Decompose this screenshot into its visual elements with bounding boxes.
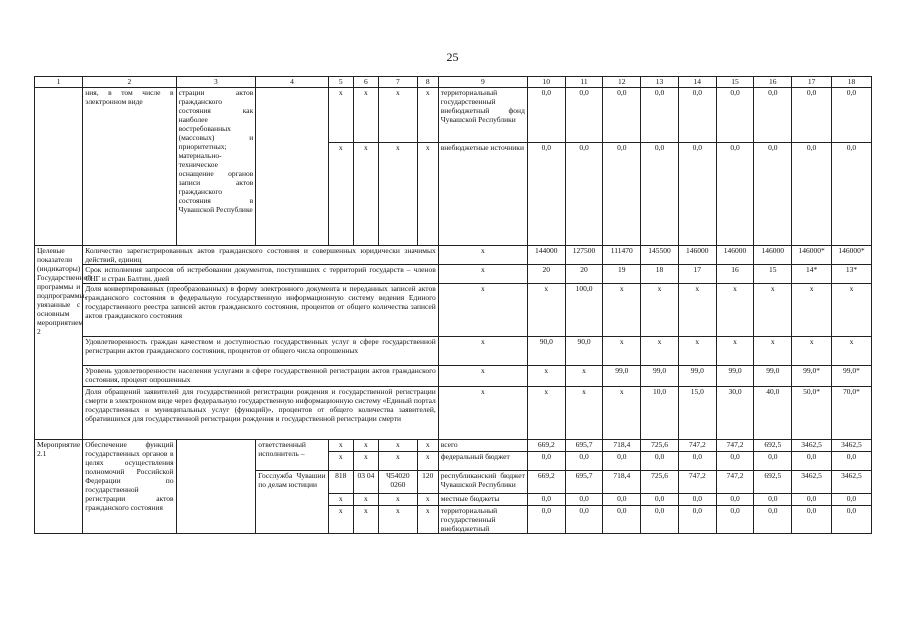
amount-cell: 0,0 <box>603 494 641 506</box>
indicator-value: x <box>603 284 641 337</box>
indicator-row <box>35 387 872 440</box>
event-description: Обеспечение функций государственных органов в целях осуществления полномочий Российской Федерации по государственной регистрации актов гражданского состояния <box>83 440 176 534</box>
indicator-value: x <box>641 284 679 337</box>
indicator-value: x <box>716 284 754 337</box>
amount-cell: 0,0 <box>603 88 641 143</box>
indicator-value: 99,0 <box>641 366 679 387</box>
indicator-value: 10,0 <box>641 387 679 440</box>
amount-cell: 0,0 <box>754 506 792 534</box>
indicator-value: 145500 <box>641 246 679 265</box>
amount-cell: 3462,5 <box>792 471 832 494</box>
amount-cell: 0,0 <box>527 88 565 143</box>
amount-cell: 0,0 <box>754 143 792 246</box>
indicator-value: 20 <box>565 265 603 284</box>
amount-cell: 0,0 <box>678 506 716 534</box>
amount-cell: 0,0 <box>565 88 603 143</box>
amount-cell: 692,5 <box>754 440 792 452</box>
budget-code: 818 <box>328 471 353 494</box>
column-number: 18 <box>831 77 871 88</box>
amount-cell: 669,2 <box>527 440 565 452</box>
budget-code: x <box>378 494 417 506</box>
amount-cell: 3462,5 <box>831 471 871 494</box>
budget-code: x <box>417 506 438 534</box>
amount-cell: 0,0 <box>603 506 641 534</box>
indicator-value: 146000 <box>678 246 716 265</box>
budget-code: x <box>328 494 353 506</box>
indicator-value: x <box>678 337 716 366</box>
indicator-value: 13* <box>831 265 871 284</box>
amount-cell: 0,0 <box>641 143 679 246</box>
amount-cell: 0,0 <box>527 452 565 471</box>
amount-cell: 0,0 <box>678 143 716 246</box>
column-number: 13 <box>641 77 679 88</box>
amount-cell: 0,0 <box>831 452 871 471</box>
budget-code: x <box>417 88 438 143</box>
column-number: 15 <box>716 77 754 88</box>
amount-cell: 0,0 <box>792 88 832 143</box>
budget-code: x <box>353 506 378 534</box>
indicator-value: 16 <box>716 265 754 284</box>
amount-cell: 0,0 <box>792 143 832 246</box>
budget-code: x <box>378 440 417 452</box>
indicator-row <box>35 265 872 284</box>
amount-cell: 718,4 <box>603 440 641 452</box>
indicator-value: 100,0 <box>565 284 603 337</box>
event-executor: Госслужба Чувашии по делам юстиции <box>256 471 328 534</box>
amount-cell: 0,0 <box>527 494 565 506</box>
column-number: 16 <box>754 77 792 88</box>
column-number: 14 <box>678 77 716 88</box>
event-executor-label: ответственный исполнитель – <box>256 440 328 471</box>
indicator-col9: x <box>438 284 527 337</box>
continuation-col3: страции актов гражданского состояния как наиболее востребованных (массовых) и приоритетных; материально-техническое оснащение органов записи актов гражданского состояния в Чувашской Республике <box>176 88 256 246</box>
amount-cell: 0,0 <box>565 452 603 471</box>
budget-code: x <box>417 440 438 452</box>
indicator-value: x <box>565 387 603 440</box>
amount-cell: 669,2 <box>527 471 565 494</box>
budget-code: x <box>353 440 378 452</box>
amount-cell: 0,0 <box>565 494 603 506</box>
indicator-value: x <box>603 337 641 366</box>
indicator-value: x <box>716 337 754 366</box>
indicator-col9: x <box>438 337 527 366</box>
amount-cell: 747,2 <box>716 471 754 494</box>
indicator-value: 146000* <box>792 246 832 265</box>
amount-cell: 0,0 <box>831 88 871 143</box>
budget-code: x <box>353 88 378 143</box>
continuation-col2: ния, в том числе в электронном виде <box>83 88 176 246</box>
indicator-col9: x <box>438 387 527 440</box>
indicator-value: 70,0* <box>831 387 871 440</box>
column-number: 4 <box>256 77 328 88</box>
amount-cell: 0,0 <box>716 506 754 534</box>
amount-cell: 0,0 <box>678 494 716 506</box>
amount-cell: 0,0 <box>641 494 679 506</box>
column-number: 12 <box>603 77 641 88</box>
indicator-value: 17 <box>678 265 716 284</box>
amount-cell: 0,0 <box>527 143 565 246</box>
program-table <box>34 76 872 534</box>
amount-cell: 0,0 <box>527 506 565 534</box>
indicator-value: 99,0* <box>792 366 832 387</box>
budget-code: x <box>353 143 378 246</box>
funding-source: внебюджетные источники <box>438 143 527 246</box>
budget-code: x <box>378 506 417 534</box>
continuation-col1 <box>35 88 83 246</box>
indicator-value: 15,0 <box>678 387 716 440</box>
amount-cell: 0,0 <box>792 452 832 471</box>
budget-code: x <box>328 506 353 534</box>
event-row <box>35 440 872 452</box>
column-number: 8 <box>417 77 438 88</box>
indicator-value: 14* <box>792 265 832 284</box>
amount-cell: 0,0 <box>641 452 679 471</box>
indicator-value: x <box>527 284 565 337</box>
budget-code: x <box>378 452 417 471</box>
indicator-text: Уровень удовлетворенности населения услугами в сфере государственной регистрации актов гражданского состояния, процент опрошенных <box>83 366 439 387</box>
indicator-value: 20 <box>527 265 565 284</box>
amount-cell: 695,7 <box>565 471 603 494</box>
page-number: 25 <box>446 50 459 64</box>
budget-code: 03 04 <box>353 471 378 494</box>
budget-code: x <box>353 494 378 506</box>
event-col3 <box>176 440 256 534</box>
indicator-value: x <box>754 284 792 337</box>
indicator-row <box>35 284 872 337</box>
column-number: 6 <box>353 77 378 88</box>
amount-cell: 0,0 <box>641 506 679 534</box>
funding-source: территориальный государственный внебюджетный фонд Чувашской Республики <box>438 88 527 143</box>
budget-code: 120 <box>417 471 438 494</box>
budget-code: x <box>417 452 438 471</box>
indicator-text: Доля обращений заявителей для государственной регистрации рождения и государственной регистрации смерти в электронном виде через федеральную государственную информационную систему «Единый портал государственных и муниципальных услуг (функций)», процентов от общего количества заявителей, обратившихся для государственной регистрации рождения и государственной регистрации смерти <box>83 387 439 440</box>
indicator-value: 30,0 <box>716 387 754 440</box>
indicators-label: Целевые показатели (индикаторы) Государственной программы и подпрограммы, увязанные с основным мероприятием 2 <box>35 246 83 440</box>
column-number: 9 <box>438 77 527 88</box>
amount-cell: 0,0 <box>716 452 754 471</box>
budget-code: x <box>378 143 417 246</box>
amount-cell: 0,0 <box>603 452 641 471</box>
indicator-value: 99,0 <box>716 366 754 387</box>
budget-code: x <box>417 494 438 506</box>
funding-source: местные бюджеты <box>438 494 527 506</box>
indicator-value: x <box>603 387 641 440</box>
continuation-row <box>35 88 872 143</box>
indicator-value: 99,0 <box>603 366 641 387</box>
indicator-row <box>35 366 872 387</box>
indicator-col9: x <box>438 246 527 265</box>
amount-cell: 0,0 <box>565 143 603 246</box>
indicator-value: 40,0 <box>754 387 792 440</box>
indicator-value: x <box>527 387 565 440</box>
column-number: 1 <box>35 77 83 88</box>
column-number: 10 <box>527 77 565 88</box>
indicator-col9: x <box>438 366 527 387</box>
budget-code: x <box>328 88 353 143</box>
column-number: 7 <box>378 77 417 88</box>
budget-code: Ч54020 0260 <box>378 471 417 494</box>
indicator-value: 18 <box>641 265 679 284</box>
amount-cell: 725,6 <box>641 440 679 452</box>
indicator-value: x <box>641 337 679 366</box>
amount-cell: 0,0 <box>754 494 792 506</box>
amount-cell: 747,2 <box>716 440 754 452</box>
amount-cell: 0,0 <box>831 506 871 534</box>
indicator-value: 146000 <box>716 246 754 265</box>
indicator-value: 90,0 <box>565 337 603 366</box>
indicator-value: 50,0* <box>792 387 832 440</box>
amount-cell: 0,0 <box>716 494 754 506</box>
indicator-value: x <box>831 284 871 337</box>
column-number: 3 <box>176 77 256 88</box>
amount-cell: 0,0 <box>678 88 716 143</box>
indicator-value: 146000 <box>754 246 792 265</box>
amount-cell: 718,4 <box>603 471 641 494</box>
indicator-row <box>35 246 872 265</box>
indicator-value: 146000* <box>831 246 871 265</box>
indicator-text: Количество зарегистрированных актов гражданского состояния и совершенных юридически значимых действий, единиц <box>83 246 439 265</box>
event-label: Мероприятие 2.1 <box>35 440 83 534</box>
funding-source: республиканский бюджет Чувашской Республики <box>438 471 527 494</box>
indicator-value: x <box>527 366 565 387</box>
indicator-value: x <box>565 366 603 387</box>
budget-code: x <box>417 143 438 246</box>
header-row <box>35 77 872 88</box>
amount-cell: 747,2 <box>678 440 716 452</box>
amount-cell: 0,0 <box>716 88 754 143</box>
amount-cell: 0,0 <box>792 506 832 534</box>
funding-source: территориальный государственный внебюджетный <box>438 506 527 534</box>
indicator-value: 99,0 <box>754 366 792 387</box>
amount-cell: 692,5 <box>754 471 792 494</box>
indicator-value: 90,0 <box>527 337 565 366</box>
amount-cell: 0,0 <box>792 494 832 506</box>
amount-cell: 0,0 <box>831 494 871 506</box>
amount-cell: 0,0 <box>641 88 679 143</box>
budget-code: x <box>328 440 353 452</box>
indicator-value: 15 <box>754 265 792 284</box>
amount-cell: 0,0 <box>565 506 603 534</box>
indicator-text: Удовлетворенность граждан качеством и доступностью государственных услуг в сфере государственной регистрации актов гражданского состояния, процентов от общего числа опрошенных <box>83 337 439 366</box>
amount-cell: 725,6 <box>641 471 679 494</box>
indicator-value: 144000 <box>527 246 565 265</box>
funding-source: федеральный бюджет <box>438 452 527 471</box>
budget-code: x <box>328 452 353 471</box>
amount-cell: 0,0 <box>716 143 754 246</box>
indicator-value: 99,0 <box>678 366 716 387</box>
indicator-col9: x <box>438 265 527 284</box>
amount-cell: 0,0 <box>678 452 716 471</box>
indicator-value: x <box>792 284 832 337</box>
column-number: 5 <box>328 77 353 88</box>
indicator-row <box>35 337 872 366</box>
indicator-value: 19 <box>603 265 641 284</box>
column-number: 11 <box>565 77 603 88</box>
amount-cell: 3462,5 <box>792 440 832 452</box>
indicator-text: Доля конвертированных (преобразованных) в форму электронного документа и переданных записей актов гражданского состояния в федеральную государственную информационную систему ведения Единого государственного реестра записей актов гражданского состояния, процентов от общего количества записей актов гражданского состояния <box>83 284 439 337</box>
amount-cell: 3462,5 <box>831 440 871 452</box>
amount-cell: 0,0 <box>831 143 871 246</box>
indicator-text: Срок исполнения запросов об истребовании документов, поступивших с территорий государств – членов СНГ и стран Балтии, дней <box>83 265 439 284</box>
indicator-value: 127500 <box>565 246 603 265</box>
indicator-value: 111470 <box>603 246 641 265</box>
indicator-value: x <box>792 337 832 366</box>
column-number: 2 <box>83 77 176 88</box>
amount-cell: 747,2 <box>678 471 716 494</box>
amount-cell: 0,0 <box>754 452 792 471</box>
indicator-value: x <box>831 337 871 366</box>
indicator-value: x <box>754 337 792 366</box>
amount-cell: 695,7 <box>565 440 603 452</box>
continuation-col4 <box>256 88 328 246</box>
amount-cell: 0,0 <box>754 88 792 143</box>
indicator-value: 99,0* <box>831 366 871 387</box>
budget-code: x <box>353 452 378 471</box>
budget-code: x <box>328 143 353 246</box>
budget-code: x <box>378 88 417 143</box>
indicator-value: x <box>678 284 716 337</box>
column-number: 17 <box>792 77 832 88</box>
funding-source: всего <box>438 440 527 452</box>
amount-cell: 0,0 <box>603 143 641 246</box>
